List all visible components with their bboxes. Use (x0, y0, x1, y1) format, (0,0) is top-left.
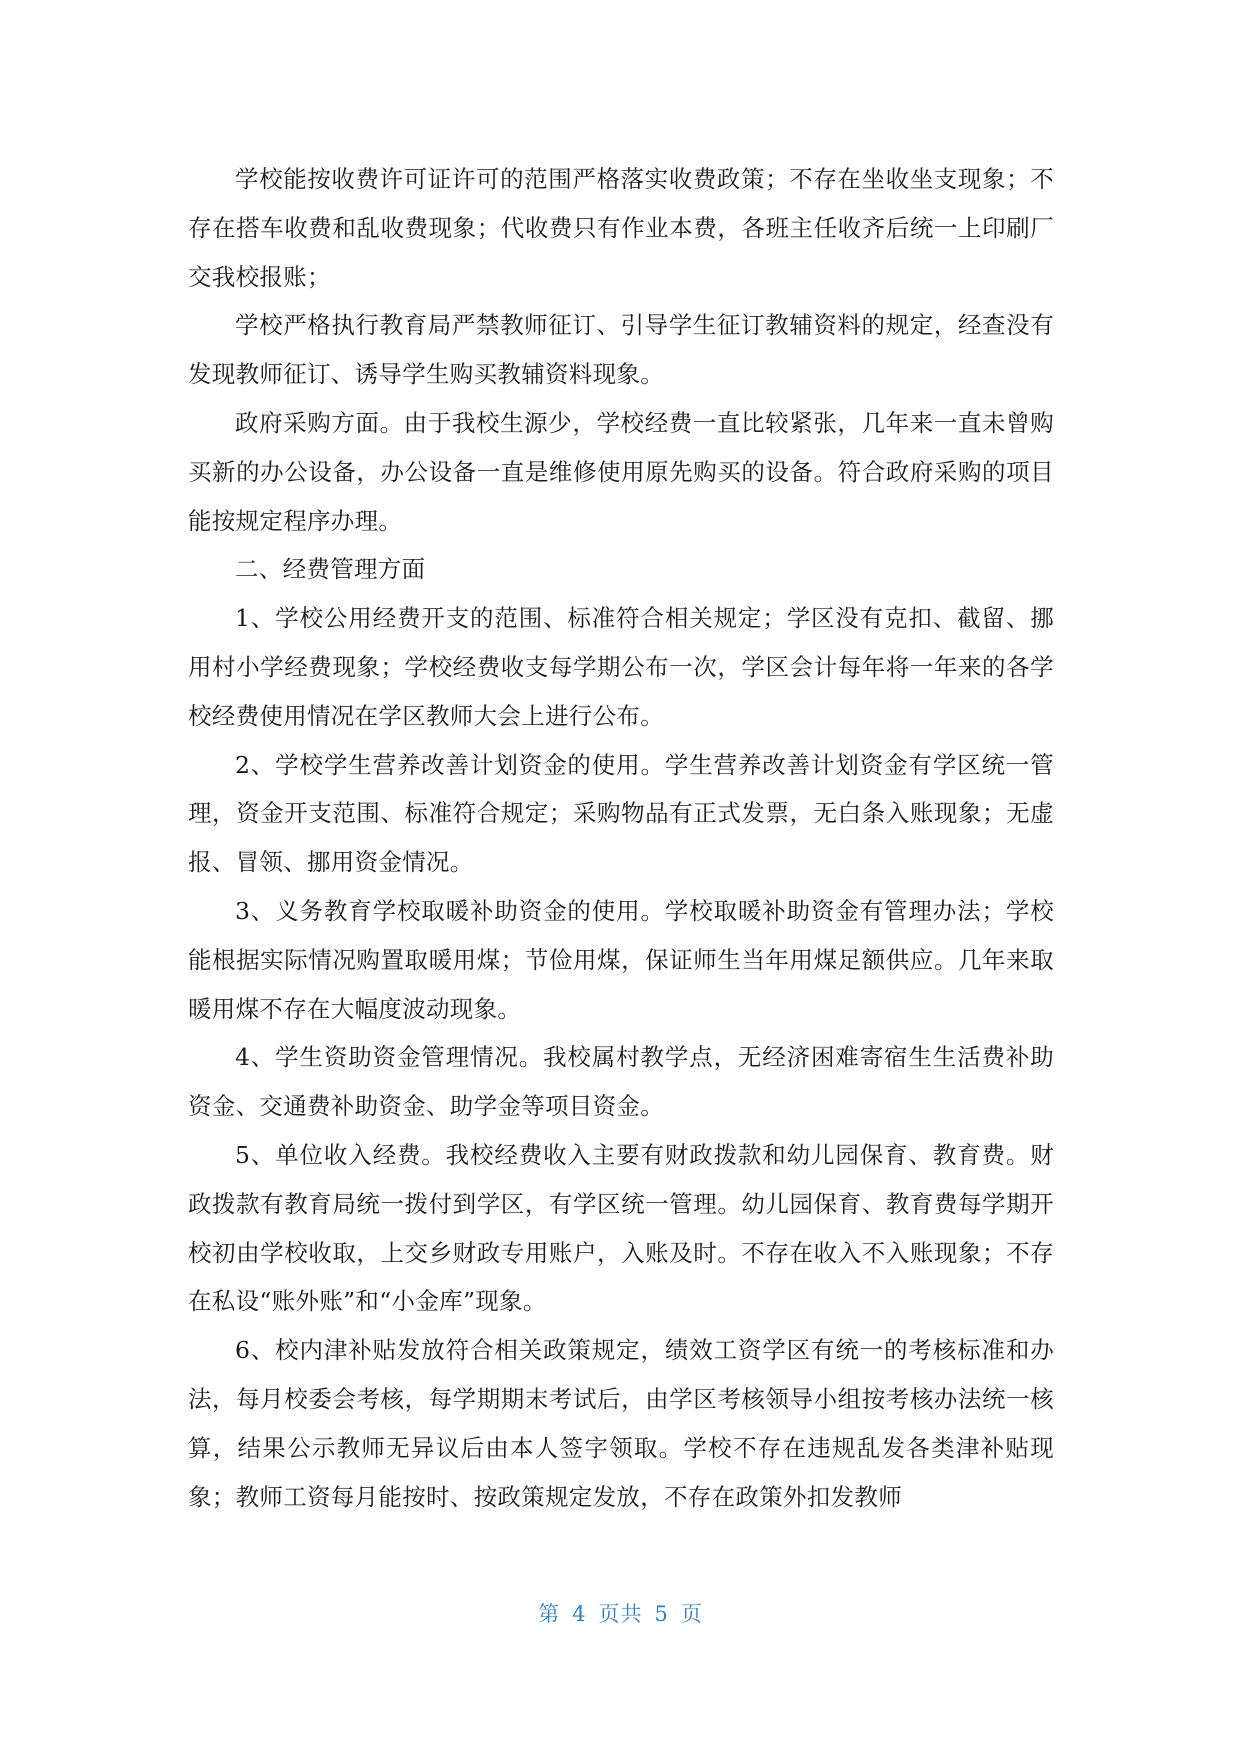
section-heading-fund-management: 二、经费管理方面 (235, 555, 426, 584)
paragraph-government-procurement: 政府采购方面。由于我校生源少，学校经费一直比较紧张，几年来一直未曾购买新的办公设备，办公设备一直是维修使用原先购买的设备。符合政府采购的项目能按规定程序办理。 (188, 408, 1054, 535)
footer-prefix: 第 (538, 1602, 561, 1626)
document-body (188, 155, 1054, 1521)
footer-suffix: 页 (680, 1602, 703, 1626)
footer-total-pages: 5 (654, 1602, 669, 1626)
page-footer (0, 1598, 1241, 1628)
paragraph-item-3: 3、义务教育学校取暖补助资金的使用。学校取暖补助资金有管理办法；学校能根据实际情况购置取暖用煤；节俭用煤，保证师生当年用煤足额供应。几年来取暖用煤不存在大幅度波动现象。 (188, 896, 1054, 1023)
paragraph-item-4: 4、学生资助资金管理情况。我校属村教学点，无经济困难寄宿生生活费补助资金、交通费补助资金、助学金等项目资金。 (188, 1043, 1054, 1121)
paragraph-teaching-materials: 学校严格执行教育局严禁教师征订、引导学生征订教辅资料的规定，经查没有发现教师征订、诱导学生购买教辅资料现象。 (188, 311, 1054, 389)
paragraph-item-1: 1、学校公用经费开支的范围、标准符合相关规定；学区没有克扣、截留、挪用村小学经费现象；学校经费收支每学期公布一次，学区会计每年将一年来的各学校经费使用情况在学区教师大会上进行公布。 (188, 604, 1054, 730)
paragraph-item-6: 6、校内津补贴发放符合相关政策规定，绩效工资学区有统一的考核标准和办法，每月校委会考核，每学期期末考试后，由学区考核领导小组按考核办法统一核算，结果公示教师无异议后由本人签字领取。学校不存在违规乱发各类津补贴现象；教师工资每月能按时、按政策规定发放，不存在政策外扣发教师 (188, 1336, 1054, 1511)
paragraph-fee-policy: 学校能按收费许可证许可的范围严格落实收费政策；不存在坐收坐支现象；不存在搭车收费和乱收费现象；代收费只有作业本费，各班主任收齐后统一上印刷厂交我校报账； (188, 165, 1054, 291)
paragraph-item-5: 5、单位收入经费。我校经费收入主要有财政拨款和幼儿园保育、教育费。财政拨款有教育局统一拨付到学区，有学区统一管理。幼儿园保育、教育费每学期开校初由学校收取，上交乡财政专用账户，入账及时。不存在收入不入账现象；不存在私设“账外账”和“小金库”现象。 (188, 1140, 1054, 1316)
paragraph-item-2: 2、学校学生营养改善计划资金的使用。学生营养改善计划资金有学区统一管理，资金开支范围、标准符合规定；采购物品有正式发票，无白条入账现象；无虚报、冒领、挪用资金情况。 (188, 750, 1054, 877)
footer-current-page: 4 (572, 1602, 587, 1626)
footer-middle: 页共 (598, 1602, 643, 1626)
